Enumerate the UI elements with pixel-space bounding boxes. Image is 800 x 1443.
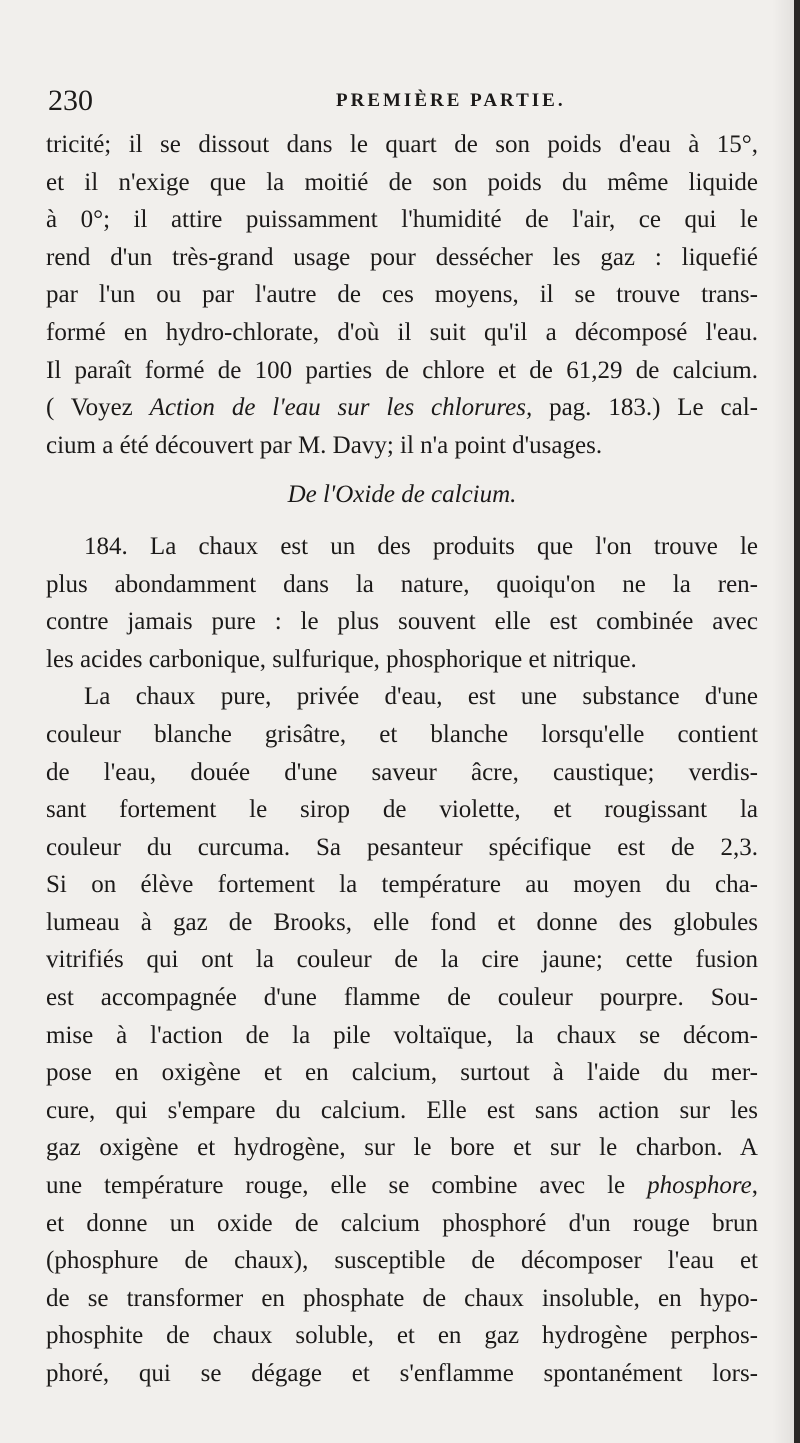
text-line: (phosphure de chaux), susceptible de décomposer l'eau et bbox=[46, 1247, 758, 1275]
text-line: sant fortement le sirop de violette, et rougissant la bbox=[46, 796, 758, 824]
paragraph-first-line: 184. La chaux est un des produits que l'on trouve le bbox=[84, 532, 758, 560]
text-line: gaz oxigène et hydrogène, sur le bore et sur le charbon. A bbox=[46, 1134, 758, 1162]
running-head: PREMIÈRE PARTIE. bbox=[336, 90, 566, 111]
text-line: Si on élève fortement la température au moyen du cha- bbox=[46, 871, 758, 899]
reference-after: pag. 183.) Le cal- bbox=[532, 394, 758, 422]
text-line: à 0°; il attire puissamment l'humidité de l'air, ce qui le bbox=[46, 206, 758, 234]
text-line: phosphite de chaux soluble, et en gaz hydrogène perphos- bbox=[46, 1322, 758, 1350]
text-line: rend d'un très-grand usage pour dessécher les gaz : liquefié bbox=[46, 243, 758, 271]
text-line: pose en oxigène et en calcium, surtout à l'aide du mer- bbox=[46, 1059, 758, 1087]
text-line: de l'eau, douée d'une saveur âcre, caustique; verdis- bbox=[46, 758, 758, 786]
page-shadow bbox=[772, 0, 794, 1443]
section-heading: De l'Oxide de calcium. bbox=[287, 481, 517, 509]
phosphore-line bbox=[46, 1167, 758, 1205]
page-header bbox=[48, 84, 758, 120]
text-line: vitrifiés qui ont la couleur de la cire jaune; cette fusion bbox=[46, 946, 758, 974]
text-line: et il n'exige que la moitié de son poids du même liquide bbox=[46, 168, 758, 196]
text-line: est accompagnée d'une flamme de couleur pourpre. Sou- bbox=[46, 984, 758, 1012]
text-line: contre jamais pure : le plus souvent elle est combinée avec bbox=[46, 608, 758, 636]
text-line: Il paraît formé de 100 parties de chlore et de 61,29 de calcium. bbox=[46, 356, 758, 384]
text-line: et donne un oxide de calcium phosphoré d'un rouge brun bbox=[46, 1209, 758, 1237]
text-line: formé en hydro-chlorate, d'où il suit qu'il a décomposé l'eau. bbox=[46, 318, 758, 346]
page-number: 230 bbox=[48, 84, 93, 117]
reference-title: Action de l'eau sur les chlorures, bbox=[149, 394, 533, 422]
text-line: tricité; il se dissout dans le quart de son poids d'eau à 15°, bbox=[46, 131, 758, 158]
text-line: de se transformer en phosphate de chaux insoluble, en hypo- bbox=[46, 1284, 758, 1312]
text-line: cium a été découvert par M. Davy; il n'a point d'usages. bbox=[46, 431, 603, 459]
reference-before: ( Voyez bbox=[46, 394, 150, 422]
phosphore-after: , bbox=[751, 1172, 758, 1200]
text-line: par l'un ou par l'autre de ces moyens, il se trouve trans- bbox=[46, 281, 758, 309]
reference-line bbox=[46, 389, 758, 427]
text-line: les acides carbonique, sulfurique, phosphorique et nitrique. bbox=[46, 645, 637, 673]
page-edge bbox=[794, 0, 800, 1443]
text-line: phoré, qui se dégage et s'enflamme spontanément lors- bbox=[46, 1360, 758, 1387]
text-line: lumeau à gaz de Brooks, elle fond et donne des globules bbox=[46, 908, 758, 936]
page-body bbox=[46, 126, 758, 1393]
text-line: mise à l'action de la pile voltaïque, la chaux se décom- bbox=[46, 1021, 758, 1049]
phosphore-word: phosphore bbox=[647, 1172, 752, 1200]
text-line: plus abondamment dans la nature, quoiqu'on ne la ren- bbox=[46, 570, 758, 598]
phosphore-before: une température rouge, elle se combine avec le bbox=[46, 1172, 648, 1200]
paragraph-first-line: La chaux pure, privée d'eau, est une substance d'une bbox=[84, 683, 758, 711]
text-line: couleur blanche grisâtre, et blanche lorsqu'elle contient bbox=[46, 720, 758, 748]
text-line: cure, qui s'empare du calcium. Elle est sans action sur les bbox=[46, 1096, 758, 1124]
text-line: couleur du curcuma. Sa pesanteur spécifique est de 2,3. bbox=[46, 833, 758, 861]
